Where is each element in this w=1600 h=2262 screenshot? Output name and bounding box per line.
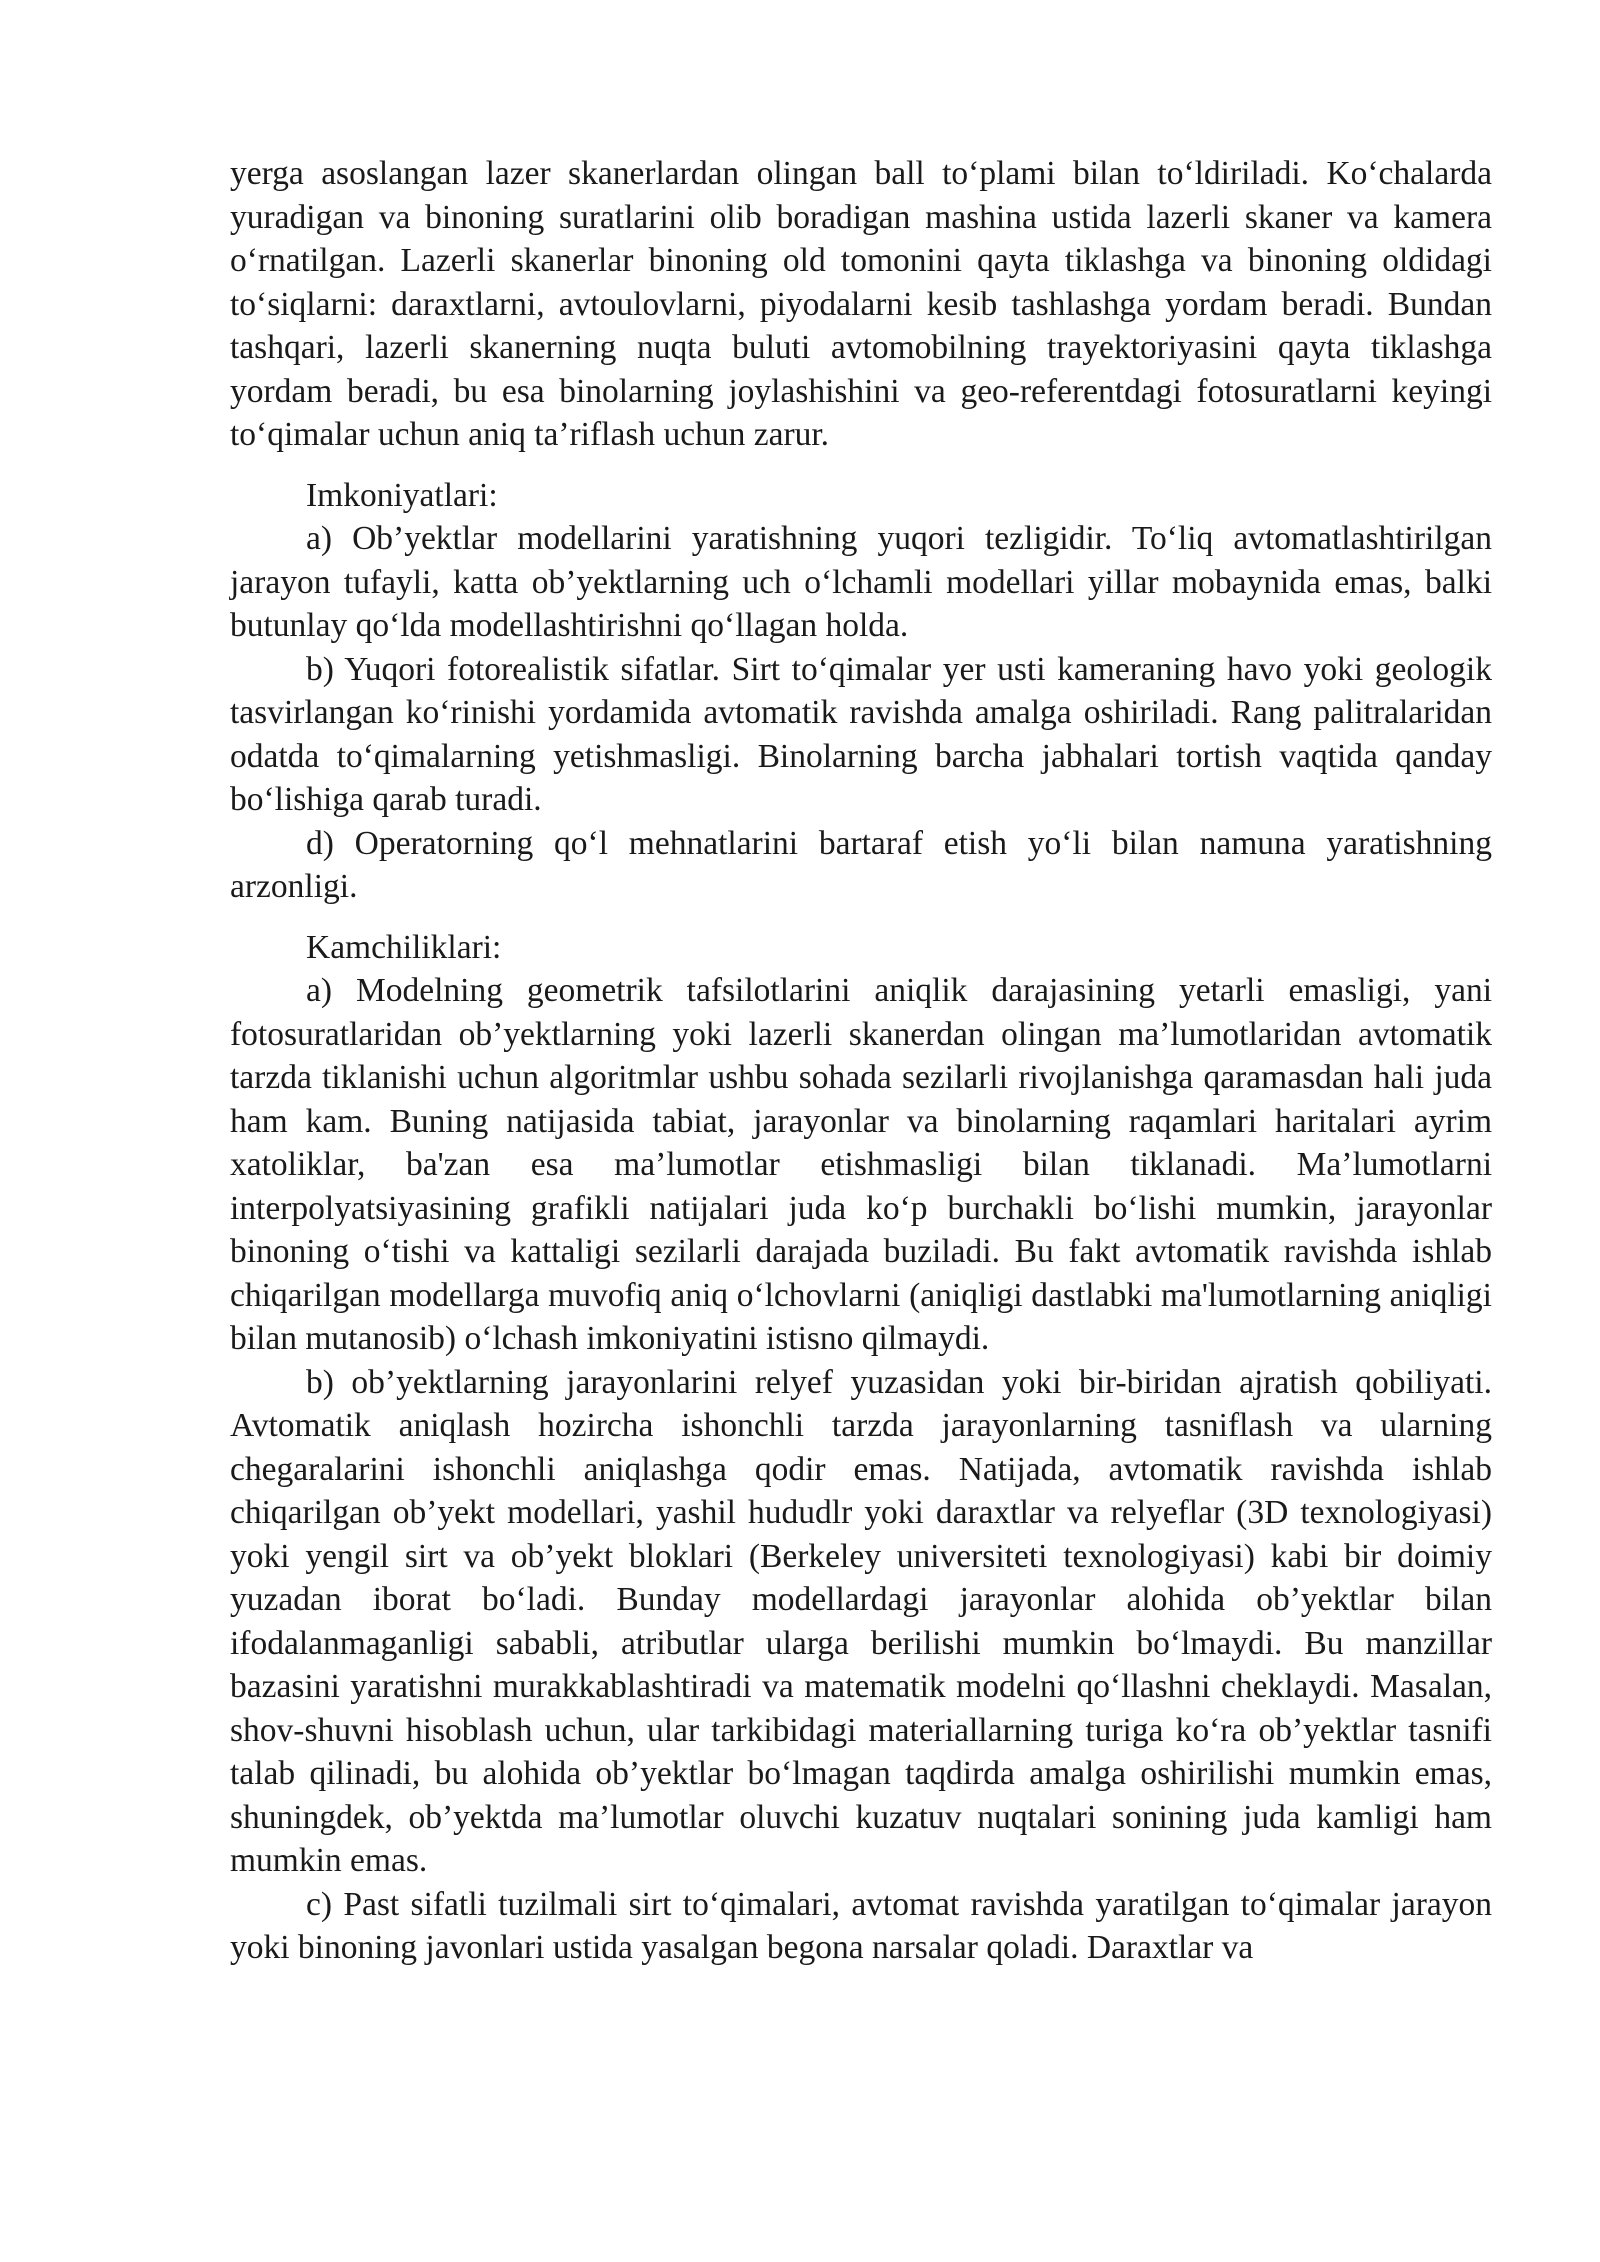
heading-imkoniyatlari: Imkoniyatlari: [306, 476, 498, 514]
paragraph-advantage-d: d) Operatorning qo‘l mehnatlarini bartaraf etish yo‘li bilan namuna yaratishning arzonligi. [230, 824, 1492, 905]
paragraph-continuation: yerga asoslangan lazer skanerlardan olingan ball to‘plami bilan to‘ldiriladi. Ko‘chalarda yuradigan va binoning suratlarini olib boradigan mashina ustida lazerli skaner va kamera o‘rnatilgan. Lazerli skanerlar binoning old tomonini qayta tiklashga va binoning oldidagi to‘siqlarni: daraxtlarni, avtoulovlarni, piyodalarni kesib tashlashga yordam beradi. Bundan tashqari, lazerli skanerning nuqta buluti avtomobilning trayektoriyasini qayta tiklashga yordam beradi, bu esa binolarning joylashishini va geo-referentdagi fotosuratlarni keyingi to‘qimalar uchun aniq ta’riflash uchun zarur. [230, 155, 1492, 453]
paragraph-drawback-c: c) Past sifatli tuzilmali sirt to‘qimalari, avtomat ravishda yaratilgan to‘qimalar jarayon yoki binoning javonlari ustida yasalgan begona narsalar qoladi. Daraxtlar va [230, 1885, 1492, 1966]
heading-kamchiliklari: Kamchiliklari: [306, 928, 502, 966]
paragraph-drawback-a: a) Modelning geometrik tafsilotlarini aniqlik darajasining yetarli emasligi, yani fotosuratlaridan ob’yektlarning yoki lazerli skanerdan olingan ma’lumotlaridan avtomatik tarzda tiklanishi uchun algoritmlar ushbu sohada sezilarli rivojlanishga qaramasdan hali juda ham kam. Buning natijasida tabiat, jarayonlar va binolarning raqamlari haritalari ayrim xatoliklar, ba'zan esa ma’lumotlar etishmasligi bilan tiklanadi. Ma’lumotlarni interpolyatsiyasining grafikli natijalari juda ko‘p burchakli bo‘lishi mumkin, jarayonlar binoning o‘tishi va kattaligi sezilarli darajada buziladi. Bu fakt avtomatik ravishda ishlab chiqarilgan modellarga muvofiq aniq o‘lchovlarni (aniqligi dastlabki ma'lumotlarning aniqligi bilan mutanosib) o‘lchash imkoniyatini istisno qilmaydi. [230, 972, 1492, 1357]
paragraph-advantage-a: a) Ob’yektlar modellarini yaratishning yuqori tezligidir. To‘liq avtomatlashtirilgan jarayon tufayli, katta ob’yektlarning uch o‘lchamli modellari yillar mobaynida emas, balki butunlay qo‘lda modellashtirishni qo‘llagan holda. [230, 520, 1492, 644]
paragraph-advantage-b: b) Yuqori fotorealistik sifatlar. Sirt to‘qimalar yer usti kameraning havo yoki geologik tasvirlangan ko‘rinishi yordamida avtomatik ravishda amalga oshiriladi. Rang palitralaridan odatda to‘qimalarning yetishmasligi. Binolarning barcha jabhalari tortish vaqtida qanday bo‘lishiga qarab turadi. [230, 650, 1492, 818]
paragraph-drawback-b: b) ob’yektlarning jarayonlarini relyef yuzasidan yoki bir-biridan ajratish qobiliyati. Avtomatik aniqlash hozircha ishonchli tarzda jarayonlarning tasniflash va ularning chegaralarini ishonchli aniqlashga qodir emas. Natijada, avtomatik ravishda ishlab chiqarilgan ob’yekt modellari, yashil hududlr yoki daraxtlar va relyeflar (3D texnologiyasi) yoki yengil sirt va ob’yekt bloklari (Berkeley universiteti texnologiyasi) kabi bir doimiy yuzadan iborat bo‘ladi. Bunday modellardagi jarayonlar alohida ob’yektlar bilan ifodalanmaganligi sababli, atributlar ularga berilishi mumkin bo‘lmaydi. Bu manzillar bazasini yaratishni murakkablashtiradi va matematik modelni qo‘llashni cheklaydi. Masalan, shov-shuvni hisoblash uchun, ular tarkibidagi materiallarning turiga ko‘ra ob’yektlar tasnifi talab qilinadi, bu alohida ob’yektlar bo‘lmagan taqdirda amalga oshirilishi mumkin emas, shuningdek, ob’yektda ma’lumotlar oluvchi kuzatuv nuqtalari sonining juda kamligi ham mumkin emas. [230, 1363, 1492, 1879]
text-column [230, 152, 1492, 1970]
